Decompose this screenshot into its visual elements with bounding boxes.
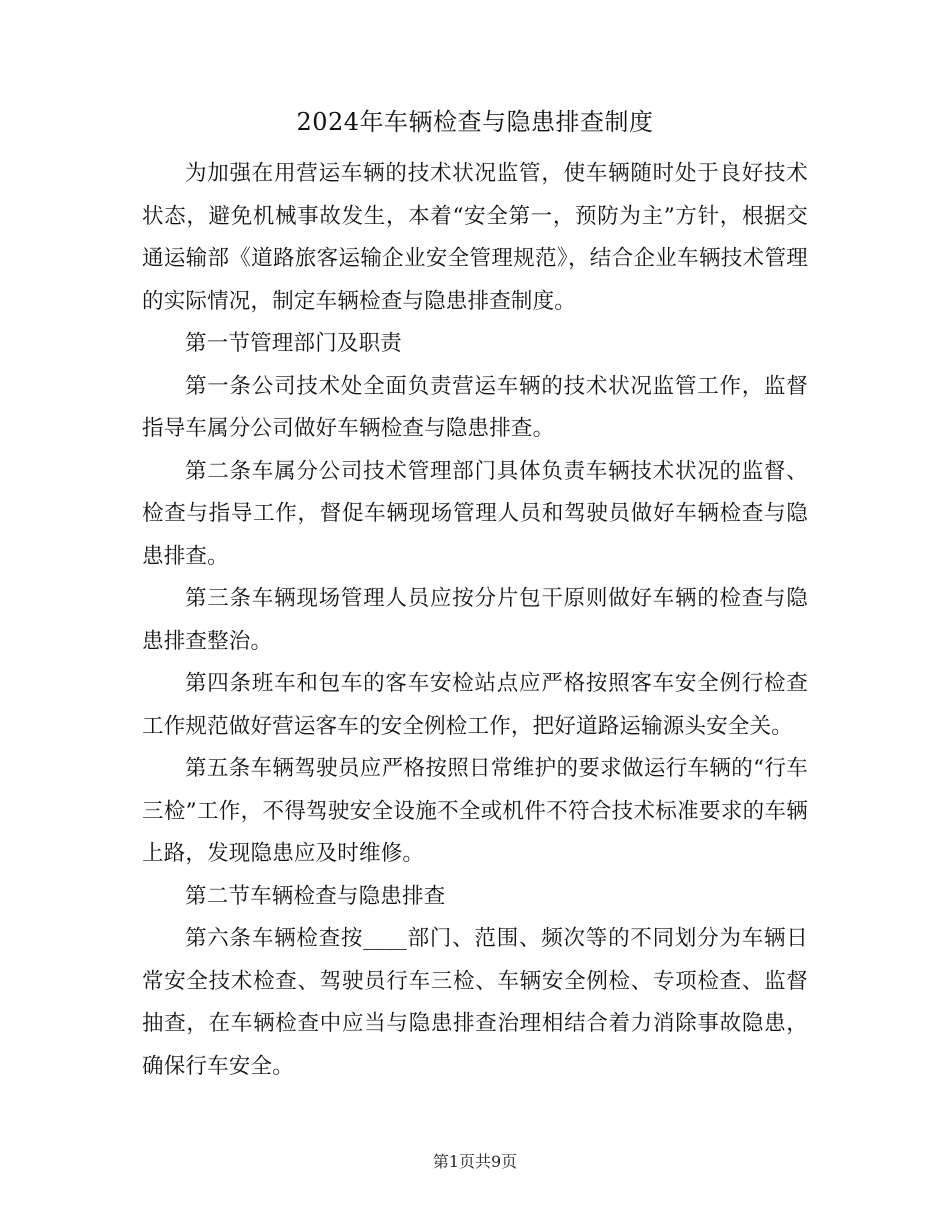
article-2: 第二条车属分公司技术管理部门具体负责车辆技术状况的监督、检查与指导工作，督促车辆现场管理人员和驾驶员做好车辆检查与隐患排查。: [142, 458, 808, 569]
article-5: 第五条车辆驾驶员应严格按照日常维护的要求做运行车辆的“行车三检”工作，不得驾驶安全设施不全或机件不符合技术标准要求的车辆上路，发现隐患应及时维修。: [142, 756, 808, 866]
paragraph-intro: 为加强在用营运车辆的技术状况监管，使车辆随时处于良好技术状态，避免机械事故发生，本着“安全第一，预防为主”方针，根据交通运输部《道路旅客运输企业安全管理规范》，结合企业车辆技术管理的实际情况，制定车辆检查与隐患排查制度。: [142, 161, 808, 314]
document-title: 2024年车辆检查与隐患排查制度: [296, 108, 654, 136]
document-body: [142, 153, 808, 1088]
page-number-footer: 第1页共9页: [432, 1152, 518, 1171]
article-6: 第六条车辆检查按____部门、范围、频次等的不同划分为车辆日常安全技术检查、驾驶员行车三检、车辆安全例检、专项检查、监督抽查，在车辆检查中应当与隐患排查治理相结合着力消除事故隐患，确保行车安全。: [142, 926, 808, 1079]
section-heading-2: 第二节车辆检查与隐患排查: [185, 883, 446, 909]
section-heading-1: 第一节管理部门及职责: [185, 331, 403, 356]
article-3: 第三条车辆现场管理人员应按分片包干原则做好车辆的检查与隐患排查整治。: [142, 586, 808, 654]
article-1: 第一条公司技术处全面负责营运车辆的技术状况监管工作，监督指导车属分公司做好车辆检查与隐患排查。: [142, 373, 808, 441]
article-4: 第四条班车和包车的客车安检站点应严格按照客车安全例行检查工作规范做好营运客车的安全例检工作，把好道路运输源头安全关。: [142, 671, 808, 739]
